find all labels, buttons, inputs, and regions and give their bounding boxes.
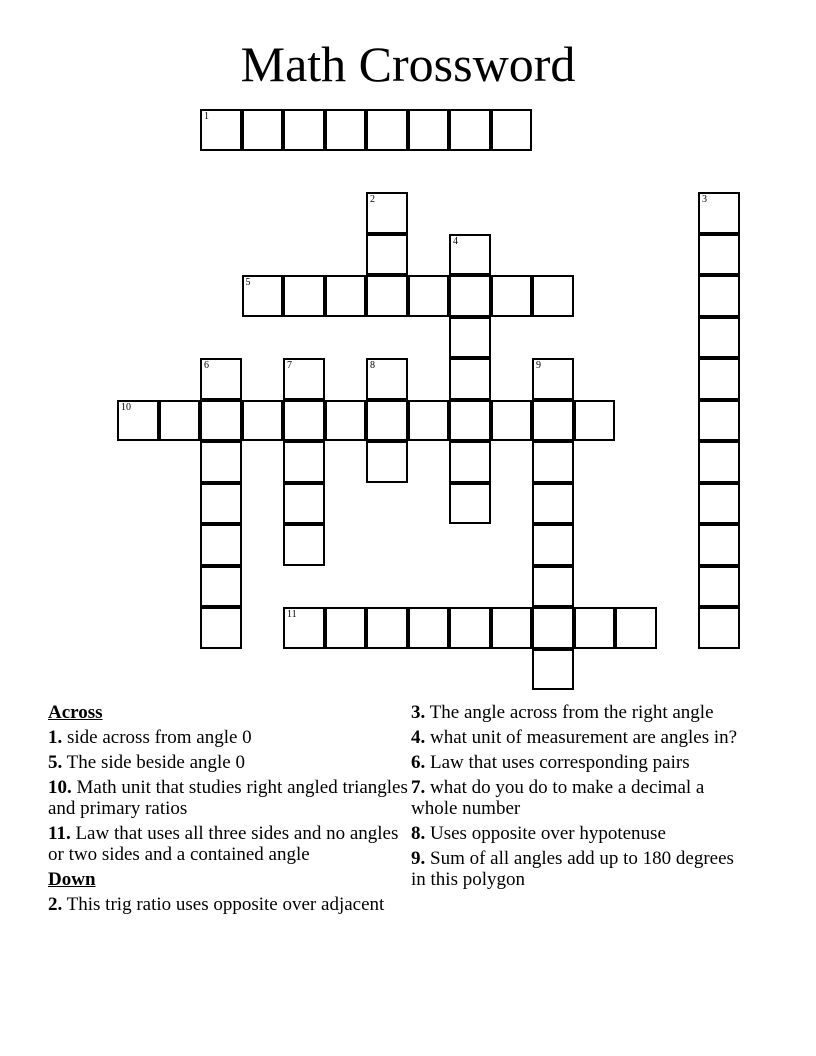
clue-item <box>411 777 751 819</box>
crossword-cell[interactable] <box>283 358 325 400</box>
clue-number: 8 <box>370 360 375 371</box>
crossword-cell[interactable] <box>325 400 367 442</box>
crossword-cell[interactable] <box>698 566 740 608</box>
clue-item <box>411 848 751 890</box>
crossword-cell[interactable] <box>283 607 325 649</box>
crossword-cell[interactable] <box>200 400 242 442</box>
clue-item <box>411 823 751 844</box>
crossword-cell[interactable] <box>574 400 616 442</box>
crossword-cell[interactable] <box>532 358 574 400</box>
crossword-cell[interactable] <box>200 607 242 649</box>
clue-number: 9 <box>536 360 541 371</box>
down-clue-list-left <box>48 894 410 915</box>
crossword-cell[interactable] <box>200 524 242 566</box>
clue-item <box>48 777 410 819</box>
clue-item-number: 5. <box>48 752 63 773</box>
crossword-cell[interactable] <box>200 441 242 483</box>
clue-number: 1 <box>204 111 209 122</box>
crossword-cell[interactable] <box>449 483 491 525</box>
crossword-cell[interactable] <box>242 109 284 151</box>
clue-item-number: 11. <box>48 823 71 844</box>
clue-number: 7 <box>287 360 292 371</box>
crossword-cell[interactable] <box>366 607 408 649</box>
clue-item-text: Law that uses corresponding pairs <box>425 752 690 773</box>
crossword-cell[interactable] <box>366 358 408 400</box>
crossword-cell[interactable] <box>698 607 740 649</box>
crossword-cell[interactable] <box>283 275 325 317</box>
clue-item <box>411 752 751 773</box>
crossword-cell[interactable] <box>366 109 408 151</box>
crossword-cell[interactable] <box>242 400 284 442</box>
crossword-cell[interactable] <box>159 400 201 442</box>
crossword-cell[interactable] <box>366 275 408 317</box>
crossword-cell[interactable] <box>283 524 325 566</box>
crossword-cell[interactable] <box>491 275 533 317</box>
clue-item-text: Uses opposite over hypotenuse <box>425 823 666 844</box>
crossword-cell[interactable] <box>283 400 325 442</box>
crossword-cell[interactable] <box>449 400 491 442</box>
clues-column-right <box>411 702 751 894</box>
clues-column-left <box>48 702 410 919</box>
crossword-cell[interactable] <box>698 317 740 359</box>
clue-number: 11 <box>287 609 297 620</box>
clue-item-number: 9. <box>411 848 426 869</box>
clue-item-text: The side beside angle 0 <box>62 752 245 773</box>
clue-item <box>411 702 751 723</box>
crossword-cell[interactable] <box>698 275 740 317</box>
clue-item-number: 3. <box>411 702 426 723</box>
down-heading: Down <box>48 869 96 890</box>
clue-number: 5 <box>245 277 251 288</box>
clue-item-text: side across from angle 0 <box>62 727 252 748</box>
crossword-cell[interactable] <box>532 607 574 649</box>
clue-item-number: 1. <box>48 727 63 748</box>
crossword-cell[interactable] <box>532 649 574 691</box>
crossword-cell[interactable] <box>200 483 242 525</box>
clue-item-text: Sum of all angles add up to 180 degrees in this polygon <box>411 848 734 890</box>
clue-item-number: 2. <box>48 894 63 915</box>
clue-item-text: Law that uses all three sides and no angles or two sides and a contained angle <box>48 823 399 865</box>
crossword-cell[interactable] <box>532 441 574 483</box>
crossword-cell[interactable] <box>532 275 574 317</box>
clue-item <box>48 752 410 773</box>
crossword-cell[interactable] <box>574 607 616 649</box>
clue-item-text: The angle across from the right angle <box>425 702 714 723</box>
clue-item-text: Math unit that studies right angled triangles and primary ratios <box>48 777 408 819</box>
crossword-cell[interactable] <box>615 607 657 649</box>
crossword-cell[interactable] <box>491 109 533 151</box>
crossword-cell[interactable] <box>698 192 740 234</box>
crossword-cell[interactable] <box>698 441 740 483</box>
clue-item-number: 6. <box>411 752 426 773</box>
crossword-cell[interactable] <box>698 524 740 566</box>
clue-item-text: what unit of measurement are angles in? <box>425 727 738 748</box>
crossword-cell[interactable] <box>366 400 408 442</box>
crossword-cell[interactable] <box>449 317 491 359</box>
clue-item <box>411 727 751 748</box>
clue-item-number: 4. <box>411 727 426 748</box>
clue-number: 6 <box>204 360 209 371</box>
page-title: Math Crossword <box>240 36 576 92</box>
clue-number: 2 <box>370 194 375 205</box>
crossword-cell[interactable] <box>449 234 491 276</box>
crossword-cell[interactable] <box>449 607 491 649</box>
crossword-cell[interactable] <box>491 400 533 442</box>
crossword-cell[interactable] <box>532 566 574 608</box>
clue-item-number: 7. <box>411 777 426 798</box>
crossword-cell[interactable] <box>532 524 574 566</box>
crossword-cell[interactable] <box>698 483 740 525</box>
crossword-cell[interactable] <box>698 234 740 276</box>
clue-number: 10 <box>121 401 131 413</box>
crossword-cell[interactable] <box>449 109 491 151</box>
crossword-cell[interactable] <box>491 607 533 649</box>
clue-item-number: 8. <box>411 823 426 844</box>
crossword-cell[interactable] <box>408 275 450 317</box>
crossword-cell[interactable] <box>283 483 325 525</box>
crossword-cell[interactable] <box>366 192 408 234</box>
crossword-cell[interactable] <box>408 109 450 151</box>
crossword-cell[interactable] <box>283 109 325 151</box>
crossword-cell[interactable] <box>408 607 450 649</box>
clue-number: 3 <box>702 194 707 205</box>
clue-item-text: what do you do to make a decimal a whole number <box>411 777 705 819</box>
crossword-cell[interactable] <box>325 607 367 649</box>
crossword-cell[interactable] <box>408 400 450 442</box>
crossword-cell[interactable] <box>449 441 491 483</box>
clue-item-text: This trig ratio uses opposite over adjacent <box>62 894 385 915</box>
crossword-cell[interactable] <box>449 358 491 400</box>
across-heading: Across <box>48 702 103 723</box>
crossword-cell[interactable] <box>532 400 574 442</box>
crossword-cell[interactable] <box>283 441 325 483</box>
crossword-cell[interactable] <box>698 400 740 442</box>
crossword-cell[interactable] <box>325 275 367 317</box>
crossword-cell[interactable] <box>117 400 159 442</box>
down-clue-list-right <box>411 702 751 890</box>
crossword-cell[interactable] <box>325 109 367 151</box>
clue-item-number: 10. <box>48 777 72 798</box>
crossword-cell[interactable] <box>532 483 574 525</box>
across-clue-list <box>48 727 410 865</box>
clue-item <box>48 823 410 865</box>
crossword-cell[interactable] <box>366 234 408 276</box>
crossword-cell[interactable] <box>200 358 242 400</box>
clue-item <box>48 894 410 915</box>
crossword-cell[interactable] <box>200 109 242 151</box>
crossword-cell[interactable] <box>449 275 491 317</box>
crossword-cell[interactable] <box>242 275 284 317</box>
clue-number: 4 <box>453 235 458 247</box>
crossword-cell[interactable] <box>200 566 242 608</box>
crossword-cell[interactable] <box>698 358 740 400</box>
clue-item <box>48 727 410 748</box>
crossword-cell[interactable] <box>366 441 408 483</box>
